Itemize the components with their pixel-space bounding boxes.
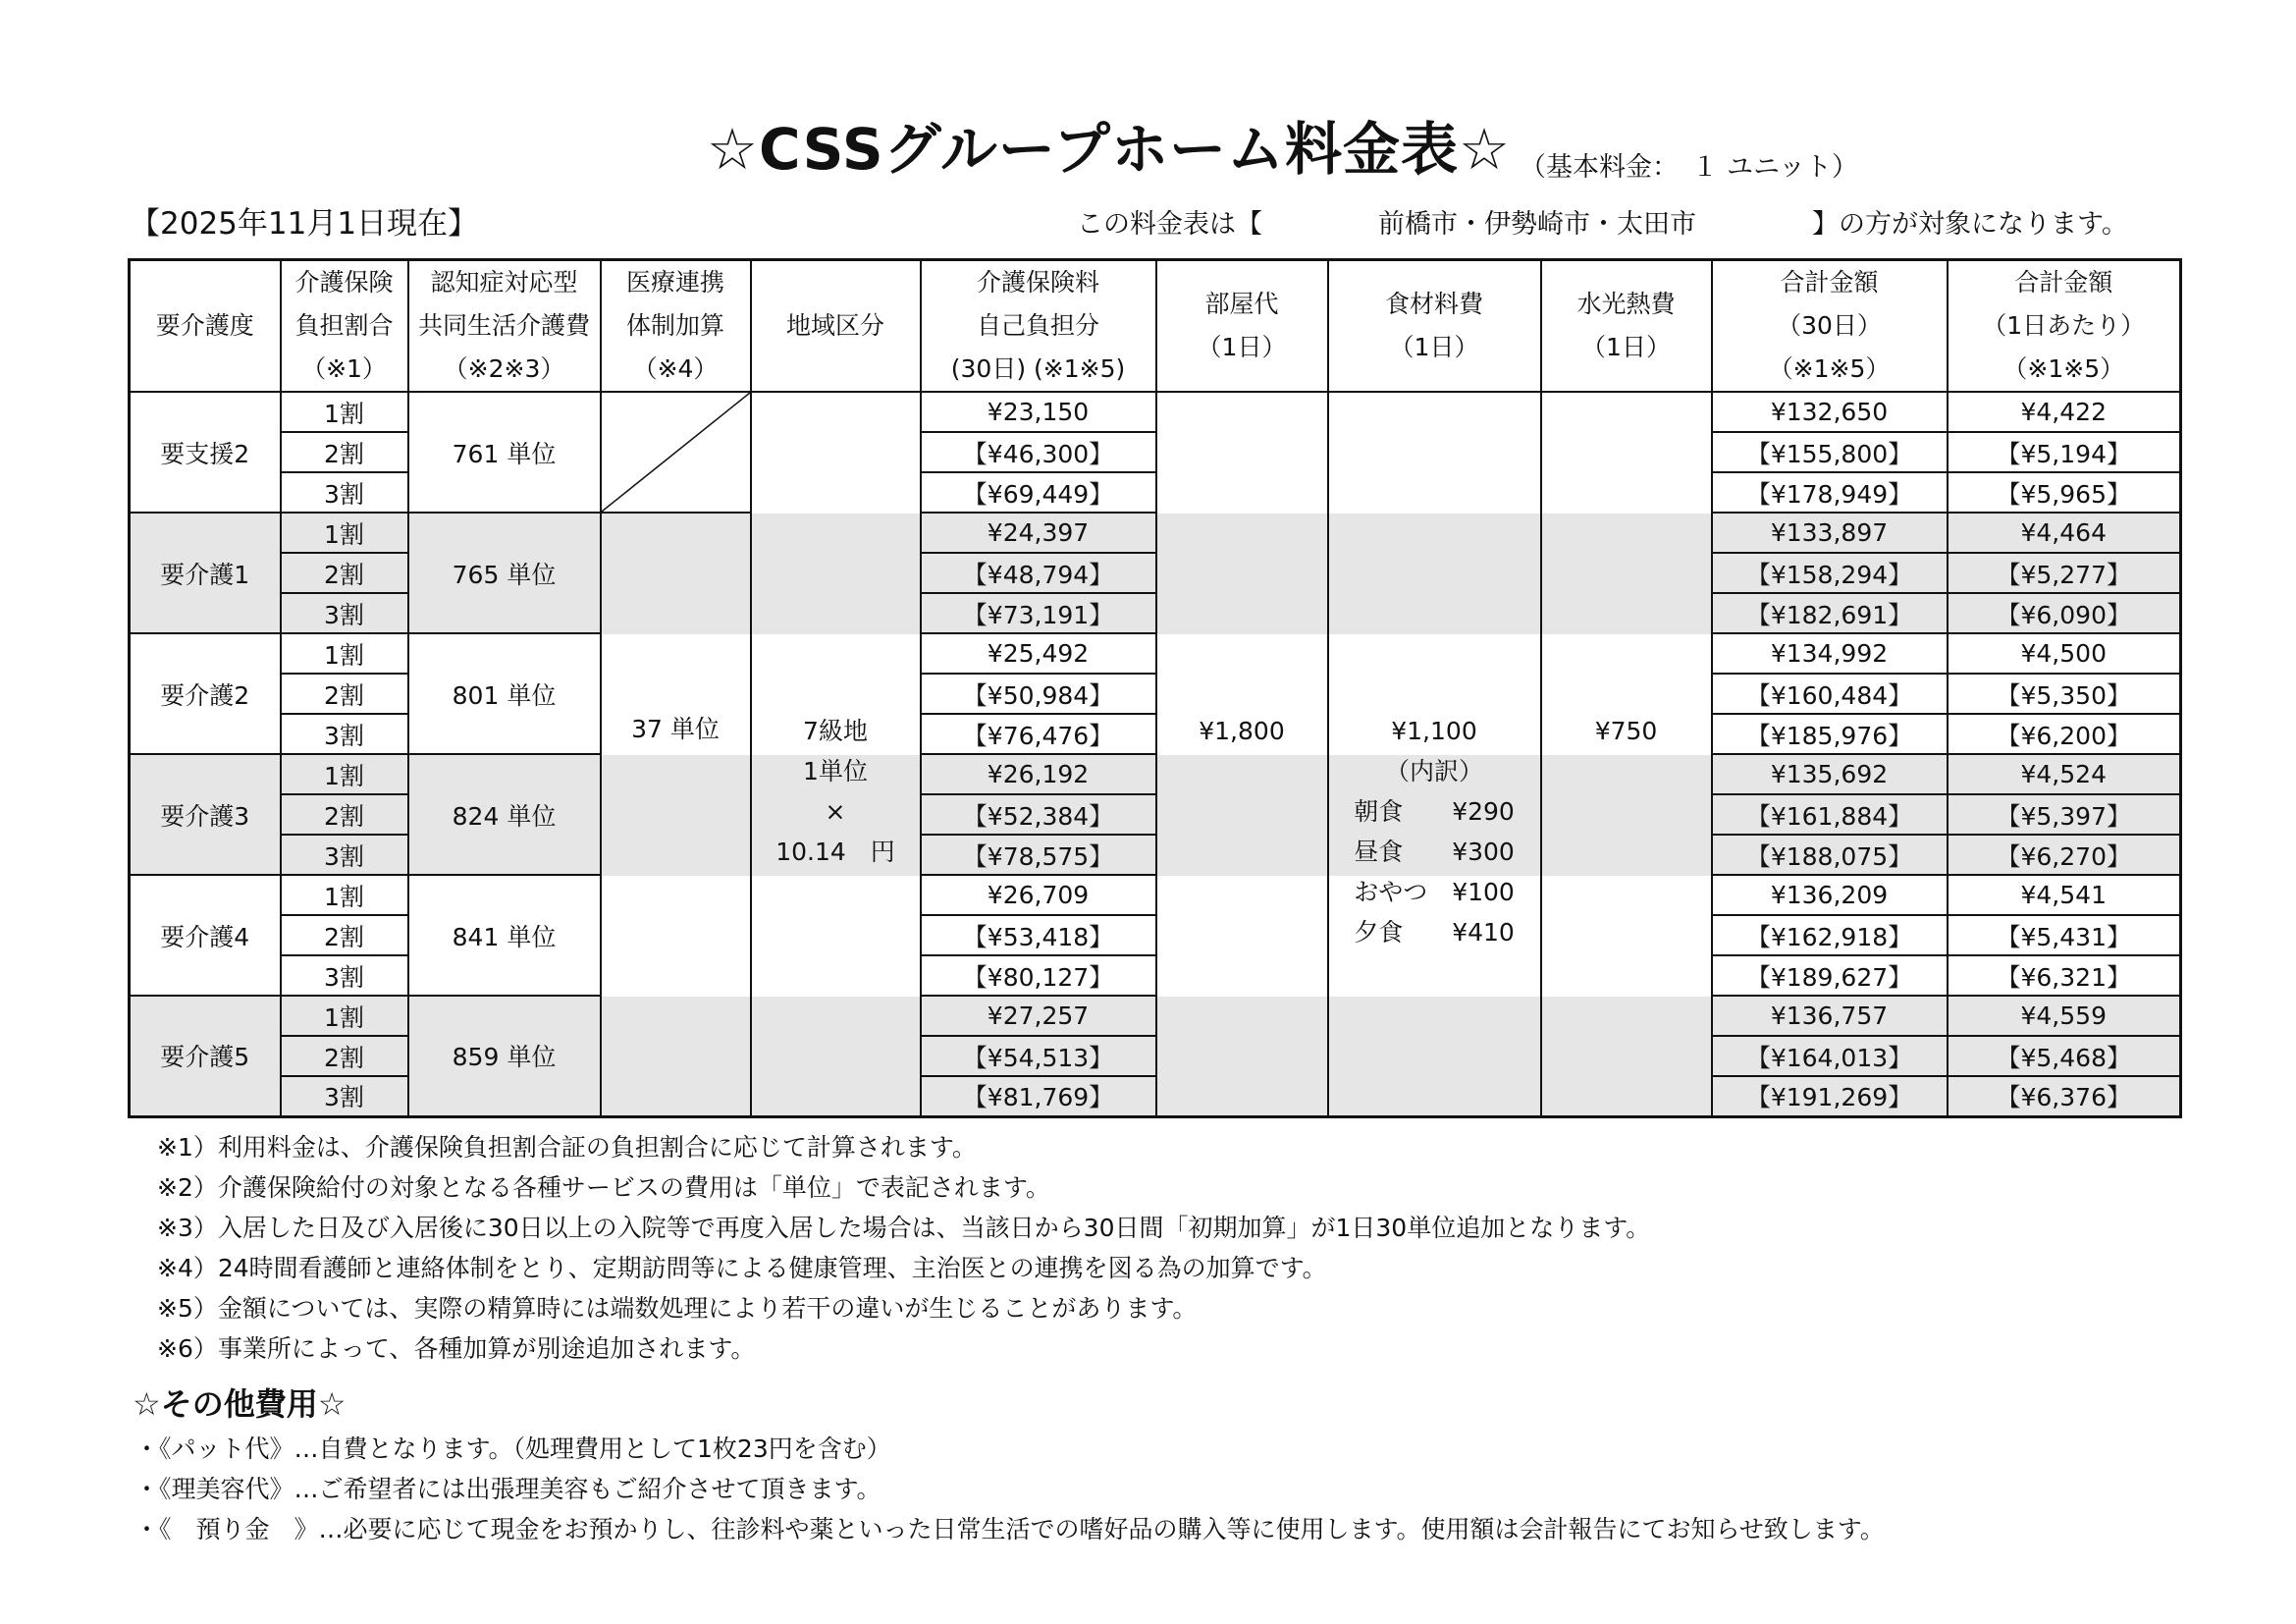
units-cell: 824 単位 [408,754,601,875]
ratio-cell: 1割 [281,392,408,432]
table-row [130,633,2181,674]
target-suffix: 】の方が対象になります。 [1812,209,2128,240]
page-title: ☆CSSグループホーム料金表☆ [707,116,1511,183]
total-30-cell: 【¥178,949】 [1712,472,1948,513]
other-costs-list [134,1429,1885,1549]
total-1-cell: 【¥6,321】 [1948,955,2181,996]
medical-cell: 37 単位 [601,513,751,1116]
header-level: 要介護度 [130,260,281,393]
ratio-cell: 3割 [281,593,408,633]
total-30-cell: 【¥191,269】 [1712,1076,1948,1116]
header-total-1: 合計金額 （1日あたり） （※1※5） [1948,260,2181,393]
care-level: 要支援2 [130,392,281,513]
ratio-cell: 1割 [281,633,408,674]
total-1-cell: 【¥6,376】 [1948,1076,2181,1116]
total-30-cell: 【¥182,691】 [1712,593,1948,633]
ratio-cell: 1割 [281,996,408,1036]
region-line: × [825,797,846,826]
note-item: ※3）入居した日及び入居後に30日以上の入院等で再度入居した場合は、当該日から30日間「初期加算」が1日30単位追加となります。 [157,1214,1651,1242]
total-1-cell: 【¥6,200】 [1948,714,2181,754]
total-1-cell: 【¥6,090】 [1948,593,2181,633]
self-pay-cell: 【¥53,418】 [921,915,1156,955]
total-30-cell: 【¥188,075】 [1712,835,1948,875]
table-row [130,754,2181,794]
header-medical: 医療連携 体制加算 （※4） [601,260,751,393]
self-pay-cell: 【¥69,449】 [921,472,1156,513]
header-total-30: 合計金額 （30日） （※1※5） [1712,260,1948,393]
care-level: 要介護5 [130,996,281,1116]
room-cell: ¥1,800 [1156,392,1328,1116]
self-pay-cell: ¥27,257 [921,996,1156,1036]
target-area: 前橋市・伊勢崎市・太田市 [1378,209,1696,240]
total-30-cell: 【¥158,294】 [1712,553,1948,593]
ratio-cell: 2割 [281,553,408,593]
total-30-cell: ¥136,209 [1712,875,1948,915]
region-line: 1単位 [803,757,868,785]
other-costs-title: ☆その他費用☆ [133,1385,347,1423]
self-pay-cell: ¥26,192 [921,754,1156,794]
self-pay-cell: 【¥73,191】 [921,593,1156,633]
self-pay-cell: 【¥52,384】 [921,794,1156,835]
total-1-cell: ¥4,559 [1948,996,2181,1036]
ratio-cell: 3割 [281,472,408,513]
total-30-cell: 【¥185,976】 [1712,714,1948,754]
total-1-cell: ¥4,500 [1948,633,2181,674]
header-utility: 水光熱費 （1日） [1541,260,1712,393]
region-cell [751,392,921,1116]
care-level: 要介護2 [130,633,281,754]
other-cost-item: ・《 預り金 》…必要に応じて現金をお預かりし、往診料や薬といった日常生活での嗜好品の購入等に使用します。使用額は会計報告にてお知らせ致します。 [134,1515,1885,1543]
ratio-cell: 2割 [281,432,408,472]
header-row [130,260,2181,393]
units-cell: 761 単位 [408,392,601,513]
header-dementia-care: 認知症対応型 共同生活介護費 （※2※3） [408,260,601,393]
self-pay-cell: 【¥50,984】 [921,674,1156,714]
target-area-note [1077,202,2128,241]
total-1-cell: ¥4,422 [1948,392,2181,432]
total-30-cell: 【¥155,800】 [1712,432,1948,472]
utility-cell: ¥750 [1541,392,1712,1116]
note-item: ※6）事業所によって、各種加算が別途追加されます。 [157,1334,756,1363]
total-1-cell: 【¥5,965】 [1948,472,2181,513]
units-cell: 801 単位 [408,633,601,754]
total-1-cell: ¥4,464 [1948,513,2181,553]
target-prefix: この料金表は【 [1077,209,1262,240]
ratio-cell: 1割 [281,875,408,915]
self-pay-cell: 【¥46,300】 [921,432,1156,472]
total-1-cell: 【¥5,431】 [1948,915,2181,955]
food-breakdown-line: （内訳） [1384,757,1483,785]
units-cell: 841 単位 [408,875,601,996]
ratio-cell: 2割 [281,915,408,955]
self-pay-cell: 【¥76,476】 [921,714,1156,754]
food-breakdown-line: おやつ ¥100 [1354,878,1515,906]
total-30-cell: ¥136,757 [1712,996,1948,1036]
total-1-cell: 【¥5,350】 [1948,674,2181,714]
total-30-cell: 【¥160,484】 [1712,674,1948,714]
units-cell: 765 単位 [408,513,601,633]
food-cell [1328,392,1541,1116]
self-pay-cell: ¥26,709 [921,875,1156,915]
total-1-cell: 【¥5,468】 [1948,1036,2181,1076]
care-level: 要介護3 [130,754,281,875]
self-pay-cell: 【¥54,513】 [921,1036,1156,1076]
basic-fee-note: （基本料金： １ ユニット） [1520,152,1859,183]
ratio-cell: 2割 [281,794,408,835]
total-1-cell: ¥4,541 [1948,875,2181,915]
note-item: ※4）24時間看護師と連絡体制をとり、定期訪問等による健康管理、主治医との連携を図る為の加算です。 [157,1254,1327,1282]
region-line: 10.14 円 [775,838,895,866]
total-1-cell: 【¥5,277】 [1948,553,2181,593]
food-total: ¥1,100 [1391,717,1477,745]
ratio-cell: 3割 [281,955,408,996]
table-row [130,996,2181,1036]
header-ratio: 介護保険 負担割合 （※1） [281,260,408,393]
self-pay-cell: 【¥48,794】 [921,553,1156,593]
self-pay-cell: ¥23,150 [921,392,1156,432]
note-item: ※5）金額については、実際の精算時には端数処理により若干の違いが生じることがあります。 [157,1294,1198,1323]
ratio-cell: 2割 [281,674,408,714]
total-30-cell: 【¥162,918】 [1712,915,1948,955]
medical-cell-na [601,392,751,513]
notes-list [157,1127,1650,1369]
total-30-cell: 【¥161,884】 [1712,794,1948,835]
food-breakdown-line: 朝食 ¥290 [1354,797,1515,826]
total-30-cell: ¥134,992 [1712,633,1948,674]
total-1-cell: 【¥6,270】 [1948,835,2181,875]
table-row [130,875,2181,915]
self-pay-cell: 【¥78,575】 [921,835,1156,875]
care-level: 要介護4 [130,875,281,996]
table-row [130,513,2181,553]
food-breakdown-line: 夕食 ¥410 [1354,918,1515,947]
total-1-cell: ¥4,524 [1948,754,2181,794]
total-30-cell: 【¥189,627】 [1712,955,1948,996]
food-breakdown-line: 昼食 ¥300 [1354,838,1515,866]
self-pay-cell: ¥24,397 [921,513,1156,553]
header-room: 部屋代 （1日） [1156,260,1328,393]
care-level: 要介護1 [130,513,281,633]
region-line: 7級地 [803,717,868,745]
other-cost-item: ・《パット代》…自費となります。（処理費用として1枚23円を含む） [134,1435,891,1463]
ratio-cell: 1割 [281,513,408,553]
self-pay-cell: 【¥81,769】 [921,1076,1156,1116]
table-row [130,392,2181,432]
ratio-cell: 3割 [281,835,408,875]
ratio-cell: 3割 [281,714,408,754]
as-of-date: 【2025年11月1日現在】 [130,206,479,242]
note-item: ※2）介護保険給付の対象となる各種サービスの費用は「単位」で表記されます。 [157,1173,1050,1202]
header-food: 食材料費 （1日） [1328,260,1541,393]
total-1-cell: 【¥5,397】 [1948,794,2181,835]
ratio-cell: 3割 [281,1076,408,1116]
units-cell: 859 単位 [408,996,601,1116]
total-30-cell: ¥135,692 [1712,754,1948,794]
ratio-cell: 1割 [281,754,408,794]
total-1-cell: 【¥5,194】 [1948,432,2181,472]
total-30-cell: 【¥164,013】 [1712,1036,1948,1076]
other-cost-item: ・《理美容代》…ご希望者には出張理美容もご紹介させて頂きます。 [134,1475,881,1503]
total-30-cell: ¥132,650 [1712,392,1948,432]
self-pay-cell: 【¥80,127】 [921,955,1156,996]
diagonal-slash [602,393,750,512]
ratio-cell: 2割 [281,1036,408,1076]
note-item: ※1）利用料金は、介護保険負担割合証の負担割合に応じて計算されます。 [157,1133,977,1162]
header-self-pay: 介護保険料 自己負担分 (30日) (※1※5) [921,260,1156,393]
total-30-cell: ¥133,897 [1712,513,1948,553]
header-region: 地域区分 [751,260,921,393]
self-pay-cell: ¥25,492 [921,633,1156,674]
fee-table [128,258,2182,1118]
